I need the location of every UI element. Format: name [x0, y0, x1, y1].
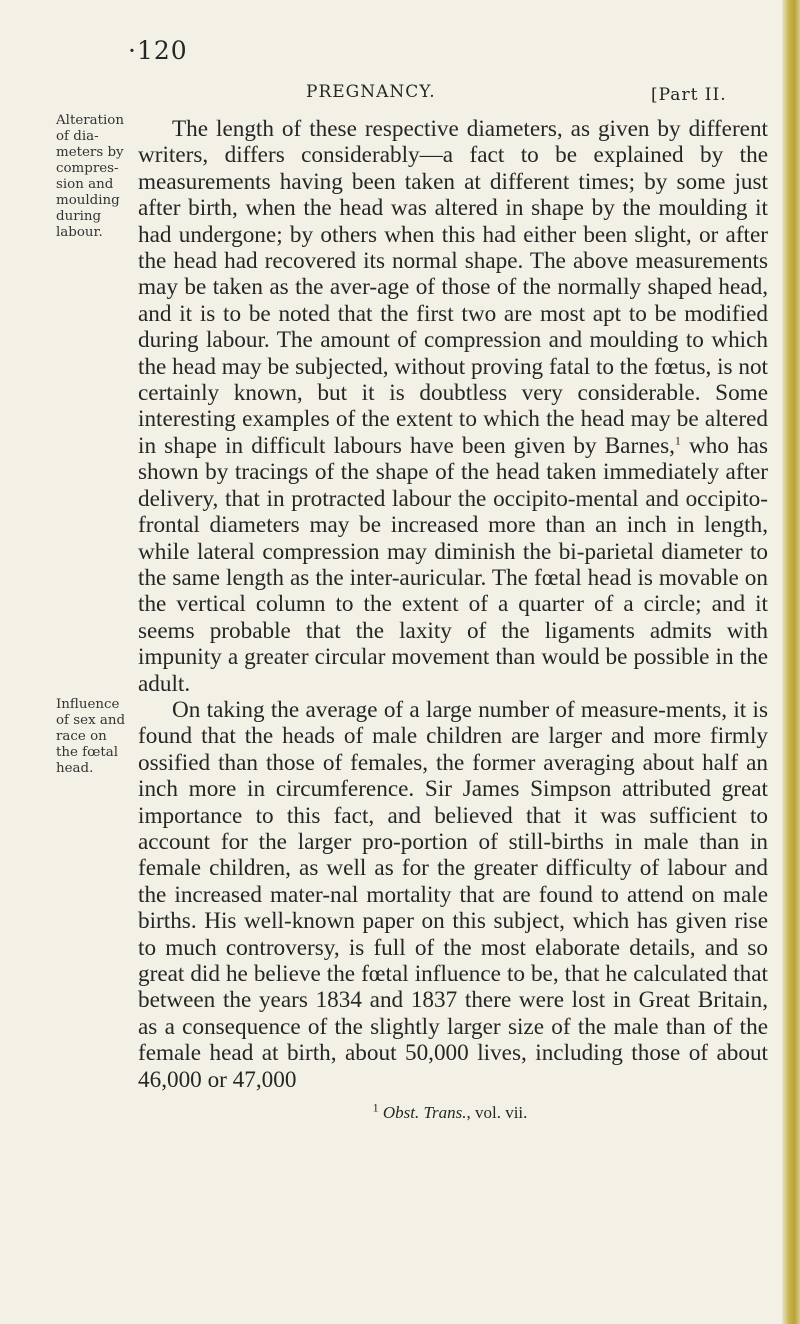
part-label: [Part II. — [651, 85, 727, 105]
running-title: PREGNANCY. — [306, 82, 436, 102]
paragraph-text: The length of these respective diameters, as given by different writers, differs considerably—a fact to be explained by the measurements having been taken at different times; by some just after birth, when the head was altered in shape by the moulding it had undergone; by others when this had either been slight, or after the head had recovered its normal shape. The above measurements may be taken as the aver-age of those of the normally shaped head, and it is to be noted that the first two are most apt to be modified during labour. The amount of compression and moulding to which the head may be subjected, without proving fatal to the fœtus, is not certainly known, but it is doubtless very considerable. Some interesting examples of the extent to which the head may be altered in shape in difficult labours have been given by Barnes, — [138, 116, 768, 459]
footnote — [140, 1100, 760, 1123]
margin-note-influence: Influence of sex and race on the fœtal head. — [56, 697, 126, 776]
margin-note-alteration: Alteration of dia-meters by compres-sion and moulding during labour. — [56, 113, 124, 240]
page-header — [0, 0, 780, 110]
footnote-reference: 1 — [674, 433, 681, 448]
page-edge — [782, 0, 800, 1324]
body-text — [138, 116, 768, 1093]
footnote-detail: , vol. vii. — [466, 1103, 528, 1122]
footnote-source: Obst. Trans. — [382, 1103, 467, 1122]
paragraph-text: who has shown by tracings of the shape of the head taken immediately after delivery, that in protracted labour the occipito-mental and occipito-frontal diameters may be increased more than an inch in length, while lateral compression may diminish the bi-parietal diameter to the same length as the inter-auricular. The fœtal head is movable on the vertical column to the extent of a quarter of a circle; and it seems probable that the laxity of the ligaments admits with impunity a greater circular movement than would be possible in the adult. — [138, 432, 768, 697]
footnote-marker: 1 — [372, 1100, 379, 1115]
paragraph-diameters — [138, 116, 768, 697]
page-number: ·120 — [128, 36, 188, 65]
paragraph-sex-influence: On taking the average of a large number of measure-ments, it is found that the heads of male children are larger and more firmly ossified than those of females, the former averaging about half an inch more in circumference. Sir James Simpson attributed great importance to this fact, and believed that it was sufficient to account for the larger pro-portion of still-births in male than in female children, as well as for the greater difficulty of labour and the increased mater-nal mortality that are found to attend on male births. His well-known paper on this subject, which has given rise to much controversy, is full of the most elaborate details, and so great did he believe the fœtal influence to be, that he calculated that between the years 1834 and 1837 there were lost in Great Britain, as a consequence of the slightly larger size of the male than of the female head at birth, about 50,000 lives, including those of about 46,000 or 47,000 — [138, 696, 768, 1093]
